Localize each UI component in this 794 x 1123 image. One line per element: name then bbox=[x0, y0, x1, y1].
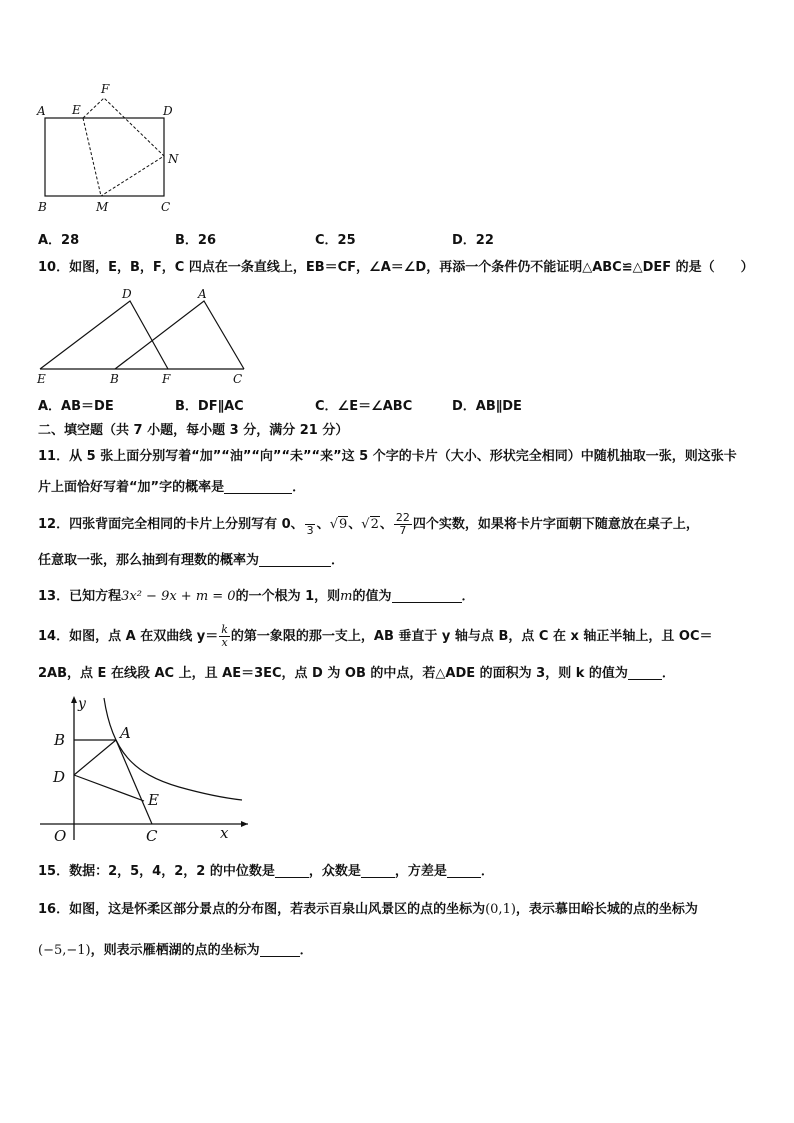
label-E: E bbox=[37, 372, 46, 386]
q12-line2-text: 任意取一张，那么抽到有理数的概率为 bbox=[38, 553, 260, 568]
q12-frac2-num: 22 bbox=[395, 511, 410, 524]
q15-median-blank[interactable] bbox=[275, 863, 309, 878]
q12-frac-1 bbox=[305, 512, 316, 537]
q11-line2-text: 片上面恰好写着“加”字的概率是 bbox=[38, 480, 225, 495]
q14-line2-text: 2AB，点 E 在线段 AC 上，且 AE＝3EC，点 D 为 OB 的中点，若△ADE 的面积为 3，则 k 的值为 bbox=[38, 666, 628, 681]
q15-mid2: ，方差是 bbox=[394, 864, 447, 879]
q9-rectangle-figure bbox=[34, 80, 184, 215]
q11-line2 bbox=[38, 478, 758, 498]
label-A: A bbox=[198, 287, 207, 301]
q9-option-c: C．25 bbox=[315, 233, 356, 248]
label-E: E bbox=[72, 103, 81, 117]
label-A: A bbox=[37, 104, 46, 118]
q16-line2 bbox=[38, 941, 758, 961]
q9-option-d: D．22 bbox=[452, 233, 494, 248]
label-C: C bbox=[161, 200, 171, 214]
q14-fraction bbox=[219, 624, 230, 649]
period: ． bbox=[292, 480, 306, 495]
q15-mid1: ，众数是 bbox=[308, 864, 361, 879]
q12-line1 bbox=[38, 510, 758, 540]
label-C: C bbox=[233, 372, 243, 386]
label-F: F bbox=[162, 372, 171, 386]
q12-pre: 12．四张背面完全相同的卡片上分别写有 0、 bbox=[38, 517, 304, 532]
q11-answer-blank[interactable] bbox=[224, 479, 292, 494]
q12-line2 bbox=[38, 551, 758, 571]
q16-line2-post: ，则表示雁栖湖的点的坐标为 bbox=[90, 943, 260, 958]
period: ． bbox=[331, 553, 345, 568]
q16-answer-blank[interactable] bbox=[260, 942, 300, 957]
label-M: M bbox=[96, 200, 109, 214]
q14-answer-blank[interactable] bbox=[628, 665, 662, 680]
label-C: C bbox=[146, 827, 158, 844]
label-A: A bbox=[120, 724, 131, 742]
q14-frac-num: k bbox=[221, 623, 228, 636]
label-x: x bbox=[220, 824, 229, 842]
label-E: E bbox=[148, 791, 159, 809]
q12-frac1-den: 3 bbox=[306, 524, 314, 537]
q16-coord-1: (0,1) bbox=[485, 902, 516, 917]
q14-line1 bbox=[38, 622, 758, 652]
q10-triangles-figure bbox=[34, 284, 249, 388]
q12-sep2: 、 bbox=[348, 517, 362, 532]
q12-sqrt1-rad: 9 bbox=[338, 517, 348, 532]
q12-frac2-den: 7 bbox=[399, 524, 407, 537]
label-O: O bbox=[54, 827, 67, 844]
q12-sqrt-2: √2 bbox=[361, 517, 379, 532]
q14-line1-post: 的第一象限的那一支上，AB 垂直于 y 轴与点 B，点 C 在 x 轴正半轴上，且 OC＝ bbox=[230, 629, 713, 644]
q14-line1-pre: 14．如图，点 A 在双曲线 y＝ bbox=[38, 629, 219, 644]
q13-post: 的值为 bbox=[352, 589, 392, 604]
label-B: B bbox=[54, 731, 66, 749]
q12-sep3: 、 bbox=[379, 517, 393, 532]
q11-line1: 11．从 5 张上面分别写着“加”“油”“向”“未”“来”这 5 个字的卡片（大小、形状完全相同）中随机抽取一张，则这张卡 bbox=[38, 449, 737, 464]
label-B: B bbox=[38, 200, 47, 214]
q12-frac-2 bbox=[394, 512, 412, 537]
q16-line1-post: ，表示慕田峪长城的点的坐标为 bbox=[515, 902, 698, 917]
q14-line2 bbox=[38, 664, 758, 684]
label-B: B bbox=[110, 372, 119, 386]
q10-options bbox=[38, 395, 758, 415]
q10-text: 10．如图，E，B，F，C 四点在一条直线上，EB＝CF，∠A＝∠D，再添一个条件仍不能证明△ABC≌△DEF 的是（ ） bbox=[38, 260, 754, 275]
q12-sqrt-9: √9 bbox=[329, 517, 348, 532]
label-D: D bbox=[122, 287, 132, 301]
q13-answer-blank[interactable] bbox=[392, 588, 462, 603]
q13-equation: 3x² − 9x + m = 0 bbox=[121, 589, 236, 604]
q10-option-c: C．∠E＝∠ABC bbox=[315, 399, 413, 414]
q14-frac-den: x bbox=[221, 636, 228, 649]
label-y: y bbox=[78, 696, 86, 712]
q16-end: ． bbox=[299, 943, 313, 958]
q12-post: 四个实数，如果将卡片字面朝下随意放在桌子上， bbox=[412, 517, 699, 532]
q10-option-b: B．DF∥AC bbox=[175, 399, 244, 414]
q12-sqrt2-rad: 2 bbox=[370, 517, 379, 532]
q15-mode-blank[interactable] bbox=[361, 863, 395, 878]
q10-option-d: D．AB∥DE bbox=[452, 399, 522, 414]
q13-line bbox=[38, 587, 758, 607]
q16-coord-2: (−5,−1) bbox=[38, 943, 91, 958]
q12-answer-blank[interactable] bbox=[259, 552, 331, 567]
section-2-heading: 二、填空题（共 7 小题，每小题 3 分，满分 21 分） bbox=[38, 423, 349, 438]
q12-sep1: 、 bbox=[316, 517, 330, 532]
q15-variance-blank[interactable] bbox=[447, 863, 481, 878]
q13-pre: 13．已知方程 bbox=[38, 589, 122, 604]
q10-option-a: A．AB＝DE bbox=[38, 399, 114, 414]
q9-option-a: A．28 bbox=[38, 233, 80, 248]
label-N: N bbox=[168, 152, 179, 166]
q9-options bbox=[38, 229, 758, 249]
q16-line1 bbox=[38, 900, 758, 920]
period: ． bbox=[661, 666, 675, 681]
q14-hyperbola-figure bbox=[34, 692, 254, 844]
q15-end: ． bbox=[480, 864, 494, 879]
q15-line bbox=[38, 862, 758, 882]
label-D: D bbox=[163, 104, 173, 118]
q9-option-b: B．26 bbox=[175, 233, 216, 248]
q13-mid: 的一个根为 1，则 bbox=[235, 589, 341, 604]
q15-pre: 15．数据：2，5，4，2，2 的中位数是 bbox=[38, 864, 275, 879]
q13-m: m bbox=[340, 589, 353, 604]
period: ． bbox=[461, 589, 475, 604]
label-D: D bbox=[53, 768, 66, 786]
q16-line1-pre: 16．如图，这是怀柔区部分景点的分布图，若表示百泉山风景区的点的坐标为 bbox=[38, 902, 486, 917]
label-F: F bbox=[101, 82, 110, 96]
